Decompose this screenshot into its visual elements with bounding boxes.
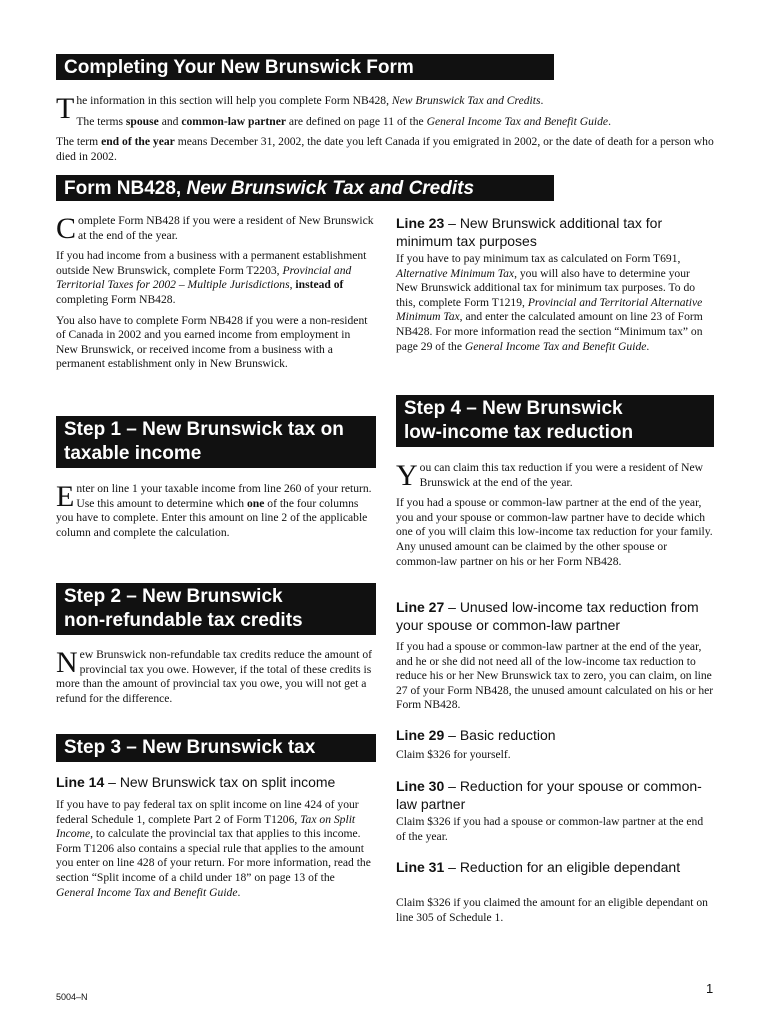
line31-text — [396, 896, 714, 931]
term-intro: The term — [56, 135, 102, 149]
line14-heading — [56, 773, 376, 791]
drop-cap: Y — [396, 459, 418, 492]
line14-label: Line 14 — [56, 774, 105, 790]
line31-label: Line 31 — [396, 859, 445, 875]
left-p2-end: completing Form NB428. — [56, 292, 176, 306]
line31-body: Claim $326 if you claimed the amount for an eligible dependant on line 305 of Schedule 1. — [396, 896, 708, 924]
step1-line1: Step 1 – New Brunswick tax on — [64, 419, 344, 440]
line23-c: , you will also have to determine your New Brunswick additional tax for minimum tax purposes. To do this, complete Form T1219, — [396, 266, 696, 309]
line27-heading — [396, 598, 716, 634]
step2-header — [56, 583, 376, 635]
line30-title: – Reduction for your spouse or common-law partner — [396, 778, 702, 812]
form-header-number: Form NB428, — [64, 178, 187, 199]
line27-title: – Unused low-income tax reduction from your spouse or common-law partner — [396, 599, 699, 633]
step1-one: one — [246, 496, 265, 510]
line14-text — [56, 798, 374, 906]
term-definition: means December 31, 2002, the date you left Canada if you emigrated in 2002, or the date of death for a person who died in 2002. — [56, 135, 714, 163]
step4-p2: If you had a spouse or common-law partner at the end of the year, you and your spouse or common-law partner have to decide which one of you will claim this low-income tax reduction for your family. Any unused amount can be claimed by the other spouse or common-law partner on his or her Form NB428. — [396, 496, 713, 568]
page-number: 1 — [706, 981, 714, 996]
line30-heading — [396, 777, 716, 813]
line27-body: If you had a spouse or common-law partner at the end of the year, and he or she did not need all of the low-income tax reduction to reduce his or her New Brunswick tax to zero, you can claim, on line 27 of your Form NB428, the unused amount calculated on his or her Form NB428. — [396, 640, 714, 712]
term-end-of-year: end of the year — [101, 135, 175, 149]
terms-text: The terms — [76, 114, 126, 128]
step4-line2: low-income tax reduction — [404, 422, 634, 443]
line30-label: Line 30 — [396, 778, 445, 794]
guide-title: General Income Tax and Benefit Guide — [56, 885, 238, 899]
line23-end: . — [646, 339, 650, 353]
form-header — [56, 175, 554, 201]
step2-body: ew Brunswick non-refundable tax credits reduce the amount of provincial tax you owe. However, if the total of these credits is more than the amount of provincial tax you owe, you will not get a refund for the difference. — [56, 648, 372, 705]
intro-end: . — [540, 94, 544, 107]
line29-label: Line 29 — [396, 727, 445, 743]
left-p2-comma: , — [289, 278, 296, 292]
line14-c: , to calculate the provincial tax that applies to this income. Form T1206 also contains a special rule that applies to the amount you enter on line 428 of your return. For more information, read the section “Split income of a child under 18” on page 13 of the — [56, 827, 371, 884]
step4-text — [396, 461, 714, 575]
drop-cap: C — [56, 212, 77, 245]
t1219-title: Provincial and Territorial Alternative Minimum Tax — [396, 295, 703, 324]
line30-body: Claim $326 if you had a spouse or common-law partner at the end of the year. — [396, 815, 704, 843]
step4-p1: ou can claim this tax reduction if you were a resident of New Brunswick at the end of the year. — [419, 461, 703, 489]
t691-title: Alternative Minimum Tax — [396, 266, 515, 280]
drop-cap: N — [56, 646, 78, 679]
line23-label: Line 23 — [396, 215, 445, 231]
line29-title: – Basic reduction — [444, 727, 556, 743]
step1-a: nter on line 1 your taxable income from line 260 of your return. Use this amount to determine which — [76, 482, 372, 510]
line23-text — [396, 252, 714, 360]
t1206-title: Tax on Split Income — [56, 812, 356, 841]
line23-title: – New Brunswick additional tax for minimum tax purposes — [396, 215, 663, 249]
form-header-title: New Brunswick Tax and Credits — [186, 178, 475, 199]
step1-line2: taxable income — [64, 443, 202, 464]
step1-c: of the four columns you have to complete. Enter this amount on line 2 of the applicable column and complete the calculation. — [56, 496, 368, 539]
line29-body: Claim $326 for yourself. — [396, 748, 511, 761]
left-p3: You also have to complete Form NB428 if you were a non-resident of Canada in 2002 and you earned income from employment in New Brunswick, or received income from a business with a permanent establishment only in New Brunswick. — [56, 313, 368, 371]
guide-title: General Income Tax and Benefit Guide — [464, 339, 647, 353]
step4-header — [396, 395, 714, 447]
line23-heading — [396, 214, 716, 250]
intro-section — [56, 94, 716, 170]
step1-text — [56, 482, 374, 546]
form-code: 5004–N — [56, 992, 88, 1002]
line29-text — [396, 748, 714, 769]
form-t2203-title: Provincial and Territorial Taxes for 2002 – Multiple Jurisdictions — [56, 263, 352, 292]
step2-text — [56, 648, 374, 712]
line14-a: If you have to pay federal tax on split income on line 424 of your federal Schedule 1, complete Part 2 of Form T1206, — [56, 798, 359, 826]
line31-heading — [396, 858, 716, 876]
intro-italic: New Brunswick Tax and Credits — [391, 94, 541, 107]
guide-title: General Income Tax and Benefit Guide — [426, 114, 609, 128]
drop-cap: E — [56, 480, 75, 513]
line31-title: – Reduction for an eligible dependant — [444, 859, 681, 875]
line30-text — [396, 815, 714, 850]
step4-line1: Step 4 – New Brunswick — [404, 398, 623, 419]
step2-line2: non-refundable tax credits — [64, 610, 303, 631]
terms-end: . — [608, 114, 611, 128]
left-p2: If you had income from a business with a permanent establishment outside New Brunswick, complete Form T2203, — [56, 249, 367, 277]
left-p1: omplete Form NB428 if you were a resident of New Brunswick at the end of the year. — [78, 214, 374, 242]
drop-cap: T — [56, 92, 75, 125]
terms-defined: are defined on page 11 of the — [286, 114, 427, 128]
line23-a: If you have to pay minimum tax as calculated on Form T691, — [396, 252, 681, 265]
page-title: Completing Your New Brunswick Form — [56, 54, 554, 80]
line23-d: , and enter the calculated amount on line 23 of Form NB428. For more information read the section “Minimum tax” on page 29 of the — [396, 310, 703, 353]
step2-line1: Step 2 – New Brunswick — [64, 586, 283, 607]
term-spouse: spouse — [125, 114, 159, 128]
term-common-law: common-law partner — [181, 114, 286, 128]
step1-header — [56, 416, 376, 468]
line27-label: Line 27 — [396, 599, 445, 615]
line14-end: . — [237, 885, 241, 899]
left-intro — [56, 214, 374, 378]
instead-of: instead of — [295, 278, 344, 292]
intro-text: he information in this section will help you complete Form NB428, — [76, 94, 392, 107]
line27-text — [396, 640, 714, 719]
terms-and: and — [158, 114, 182, 128]
step3-header: Step 3 – New Brunswick tax — [56, 734, 376, 762]
line29-heading — [396, 726, 716, 744]
line14-title: – New Brunswick tax on split income — [104, 774, 336, 790]
